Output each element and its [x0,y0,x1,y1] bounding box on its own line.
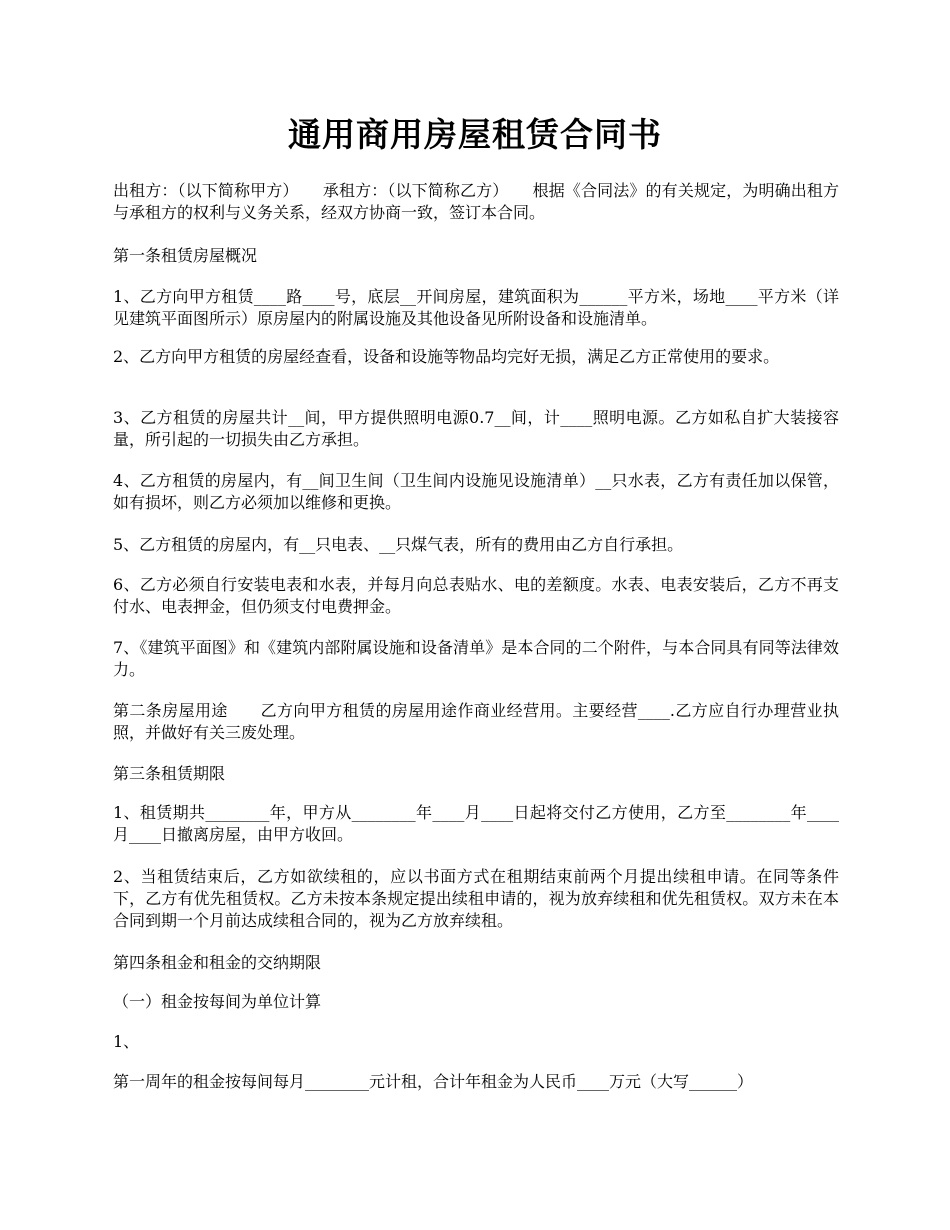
article-4-heading: 第四条租金和租金的交纳期限 [113,953,322,972]
article-1-clause-3: 3、乙方租赁的房屋共计__间，甲方提供照明电源0.7__间，计____照明电源。乙方如私自扩大装接容量，所引起的一切损失由乙方承担。 [113,408,839,449]
article-3-heading: 第三条租赁期限 [113,764,226,783]
article-4-item-1-rent: 第一周年的租金按每间每月________元计租，合计年租金为人民币____万元（大写______） [113,1072,754,1091]
article-1-clause-6: 6、乙方必须自行安装电表和水表，并每月向总表贴水、电的差额度。水表、电表安装后，乙方不再支付水、电表押金，但仍须支付电费押金。 [113,575,839,616]
article-4-section-1: （一）租金按每间为单位计算 [113,992,322,1011]
intro-paragraph: 出租方：（以下简称甲方） 承租方：（以下简称乙方） 根据《合同法》的有关规定，为明确出租方与承租方的权利与义务关系，经双方协商一致，签订本合同。 [113,181,839,222]
article-1-clause-2: 2、乙方向甲方租赁的房屋经查看，设备和设施等物品均完好无损，满足乙方正常使用的要求。 [113,347,780,366]
article-4-item-1: 1、 [113,1032,140,1051]
article-1-heading: 第一条租赁房屋概况 [113,246,258,265]
article-1-clause-4: 4、乙方租赁的房屋内，有__间卫生间（卫生间内设施见设施清单）__只水表，乙方有责任加以保管，如有损坏，则乙方必须加以维修和更换。 [113,471,839,512]
article-1-clause-5: 5、乙方租赁的房屋内，有__只电表、__只煤气表，所有的费用由乙方自行承担。 [113,535,684,554]
article-3-clause-1: 1、租赁期共________年，甲方从________年____月____日起将交付乙方使用，乙方至________年____月____日撤离房屋，由甲方收回。 [113,803,839,844]
article-3-clause-2: 2、当租赁结束后，乙方如欲续租的，应以书面方式在租期结束前两个月提出续租申请。在同等条件下，乙方有优先租赁权。乙方未按本条规定提出续租申请的，视为放弃续租和优先租赁权。双方未在本合同到期一个月前达成续租合同的，视为乙方放弃续租。 [113,867,839,930]
article-1-clause-7: 7、《建筑平面图》和《建筑内部附属设施和设备清单》是本合同的二个附件，与本合同具有同等法律效力。 [113,638,839,679]
article-1-clause-1: 1、乙方向甲方租赁____路____号，底层__开间房屋，建筑面积为______平方米，场地____平方米（详见建筑平面图所示）原房屋内的附属设施及其他设备见所附设备和设施清单。 [113,287,839,328]
document-title: 通用商用房屋租赁合同书 [288,115,662,154]
article-2-paragraph: 第二条房屋用途 乙方向甲方租赁的房屋用途作商业经营用。主要经营____.乙方应自行办理营业执照，并做好有关三废处理。 [113,701,839,742]
